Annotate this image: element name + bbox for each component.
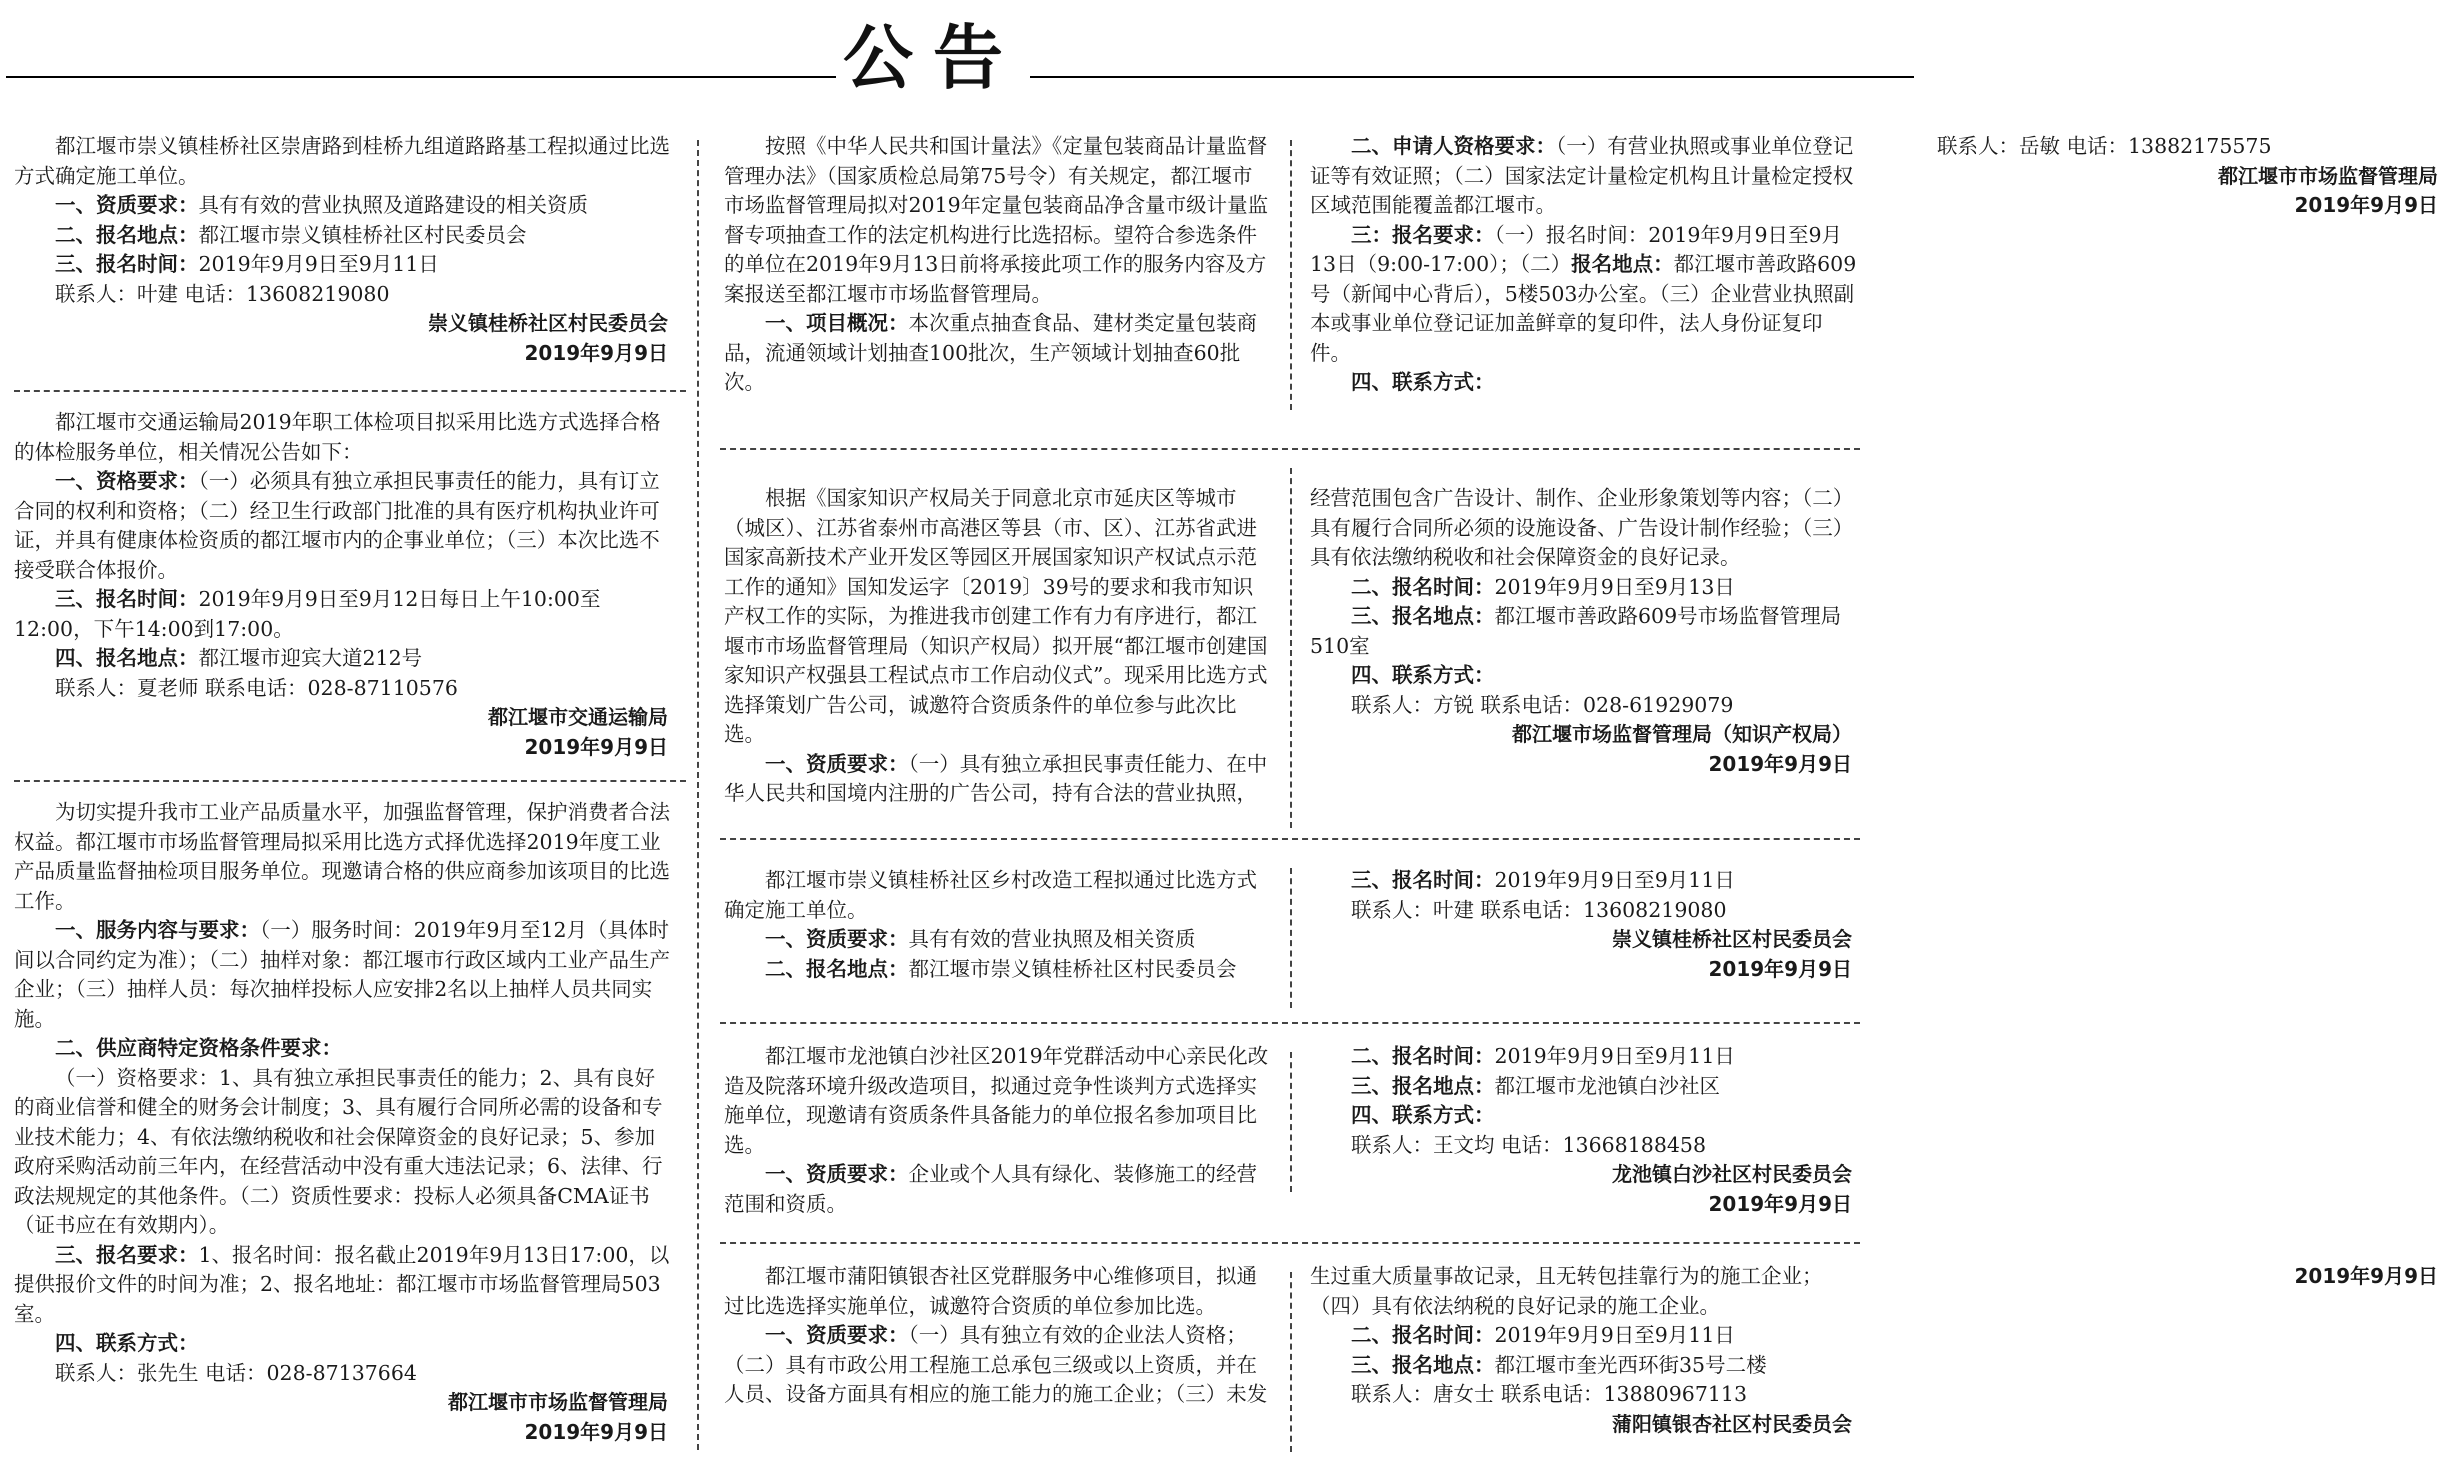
notice-org: 都江堰市市场监督管理局 [448,1390,668,1414]
notice-org: 都江堰市市场监督管理局 [2218,163,2438,188]
notice-item: 三、报名地点：都江堰市龙池镇白沙社区 [1351,1073,1720,1098]
notice-heading: 四、联系方式： [1351,663,1495,687]
notice-divider [720,1242,1860,1244]
notice-item: 一、服务内容与要求：（一）服务时间：2019年9月至12月（具体时间以合同约定为准）；（二）抽样对象：都江堰市行政区域内工业产品生产企业；（三）抽样人员：每次抽样投标人应安排2名以上抽样人员共同实施。 [14,918,670,1031]
notice-item: 一、资质要求：企业或个人具有绿化、装修施工的经营范围和资质。 [724,1162,1257,1216]
notice-item: 一、项目概况：本次重点抽查食品、建材类定量包装商品，流通领域计划抽查100批次，生产领域计划抽查60批次。 [724,311,1257,394]
notice-org: 崇义镇桂桥社区村民委员会 [1612,927,1852,951]
notice-body: 根据《国家知识产权局关于同意北京市延庆区等城市（城区）、江苏省泰州市高港区等县（市、区）、江苏省武进国家高新技术产业开发区等园区开展国家知识产权试点示范工作的通知》国知发运字〔2019〕39号的要求和我市知识产权工作的实际，为推进我市创建工作有力有序进行，都江堰市市场监督管理局（知识产权局）拟开展“都江堰市创建国家知识产权强县工程试点市工作启动仪式”。现采用比选方式选择策划广告公司，诚邀符合资质条件的单位参与此次比选。 [724,486,1268,746]
notice-contact: 联系人：王文均 电话：13668188458 [1351,1132,1706,1157]
notice-item: 二、报名地点：都江堰市崇义镇桂桥社区村民委员会 [55,222,527,247]
notice-item: 一、资质要求：（一）具有独立有效的企业法人资格；（二）具有市政公用工程施工总承包三级或以上资质，并在人员、设备方面具有相应的施工能力的施工企业；（三）未发生过重大质量事故记录，且无转包挂靠行为的施工企业；（四）具有依法纳税的良好记录的施工企业。 [724,1264,1823,1406]
notice-org: 蒲阳镇银杏社区村民委员会 [1612,1411,1852,1436]
notice-body: 为切实提升我市工业产品质量水平，加强监督管理，保护消费者合法权益。都江堰市市场监督管理局拟采用比选方式择优选择2019年度工业产品质量监督抽检项目服务单位。现邀请合格的供应商参加该项目的比选工作。 [14,800,670,913]
notice-date: 2019年9月9日 [524,734,668,759]
notice-divider [720,838,1860,840]
notice-body: 都江堰市崇义镇桂桥社区乡村改造工程拟通过比选方式确定施工单位。 [724,868,1257,922]
notice-item: 三、报名时间：2019年9月9日至9月12日每日上午10:00至12:00，下午14:00到17:00。 [14,587,601,641]
notice-org: 都江堰市场监督管理局（知识产权局） [1512,722,1852,746]
notice-heading: 四、联系方式： [1351,370,1495,394]
notice-contact: 联系人：叶建 电话：13608219080 [55,281,390,306]
notice-contact: 联系人：岳敏 电话：13882175575 [1937,134,2272,158]
notice-item: （一）资格要求：1、具有独立承担民事责任的能力；2、具有良好的商业信誉和健全的财务会计制度；3、具有履行合同所必需的设备和专业技术能力；4、有依法缴纳税收和社会保障资金的良好记录；5、参加政府采购活动前三年内，在经营活动中没有重大违法记录；6、法律、行政法规规定的其他条件。（二）资质性要求：投标人必须具备CMA证书（证书应在有效期内）。 [14,1065,663,1237]
notice-body: 都江堰市交通运输局2019年职工体检项目拟采用比选方式选择合格的体检服务单位，相关情况公告如下： [14,410,661,464]
notice-item: 一、资格要求：（一）必须具有独立承担民事责任的能力，具有订立合同的权利和资格；（二）经卫生行政部门批准的具有医疗机构执业许可证，并具有健康体检资质的都江堰市内的企事业单位；（三）本次比选不接受联合体报价。 [14,469,660,582]
header-rule-right [1030,76,1914,78]
notice-heading: 四、联系方式： [55,1331,199,1355]
notice-item: 一、资质要求：具有有效的营业执照及道路建设的相关资质 [55,193,588,217]
notice-divider [720,1022,1860,1024]
notice-contact: 联系人：叶建 联系电话：13608219080 [1351,897,1727,922]
notice-guiqiao-road [14,132,674,368]
notice-date: 2019年9月9日 [1708,956,1852,981]
notice-contact: 联系人：方锐 联系电话：028-61929079 [1351,692,1734,717]
notice-body: 都江堰市崇义镇桂桥社区崇唐路到桂桥九组道路路基工程拟通过比选方式确定施工单位。 [14,134,670,188]
notice-contact: 联系人：夏老师 联系电话：028-87110576 [55,675,458,700]
column-divider [697,140,699,1450]
notice-item: 四、报名地点：都江堰市迎宾大道212号 [55,646,423,670]
notice-divider [14,780,686,782]
notice-item: 二、申请人资格要求：（一）有营业执照或事业单位登记证等有效证照；（二）国家法定计量检定机构且计量检定授权区域范围能覆盖都江堰市。 [1310,134,1854,217]
notice-village-renovation [724,866,1858,996]
notice-heading: 二、供应商特定资格条件要求： [55,1036,342,1060]
notice-contact: 联系人：张先生 电话：028-87137664 [55,1360,417,1385]
notice-item: 三、报名要求：1、报名时间：报名截止2019年9月13日17:00，以提供报价文件的时间为准；2、报名地址：都江堰市市场监督管理局503室。 [14,1242,670,1326]
notice-transport-bureau [14,408,674,762]
notice-item: 三、报名时间：2019年9月9日至9月11日 [55,252,439,276]
notice-org: 龙池镇白沙社区村民委员会 [1612,1162,1852,1186]
notice-divider [14,390,686,392]
notice-item: 二、报名时间：2019年9月9日至9月13日 [1351,574,1735,599]
notice-ip-ceremony [724,484,1858,824]
notice-metrology-check [724,132,2438,422]
notice-org: 都江堰市交通运输局 [488,705,668,729]
notice-item: 一、资质要求：具有有效的营业执照及相关资质 [765,927,1196,951]
header-rule-left [6,76,836,78]
notice-date: 2019年9月9日 [1708,751,1852,776]
notice-date: 2019年9月9日 [2294,193,2438,217]
notice-item: 一、资质要求：（一）具有独立承担民事责任能力、在中华人民共和国境内注册的广告公司，持有合法的营业执照，经营范围包含广告设计、制作、企业形象策划等内容；（二）具有履行合同所必须的设施设备、广告设计制作经验；（三）具有依法缴纳税收和社会保障资金的良好记录。 [724,486,1854,805]
notice-baisha-community [724,1042,1858,1222]
notice-product-quality [14,798,674,1447]
notice-item: 二、报名时间：2019年9月9日至9月11日 [1351,1044,1735,1068]
notice-date: 2019年9月9日 [1708,1191,1852,1216]
notice-org: 崇义镇桂桥社区村民委员会 [428,311,668,335]
notice-date: 2019年9月9日 [524,1419,668,1444]
notice-item: 二、报名地点：都江堰市崇义镇桂桥社区村民委员会 [765,956,1237,981]
notice-body: 按照《中华人民共和国计量法》《定量包装商品计量监督管理办法》（国家质检总局第75号令）有关规定，都江堰市市场监督管理局拟对2019年定量包装商品净含量市级计量监督专项抽查工作的法定机构进行比选招标。望符合参选条件的单位在2019年9月13日前将承接此项工作的服务内容及方案报送至都江堰市市场监督管理局。 [724,134,1269,306]
page-title: 公告 [843,16,1023,99]
notice-item: 三、报名地点：都江堰市善政路609号市场监督管理局510室 [1310,604,1842,658]
notice-date: 2019年9月9日 [524,340,668,365]
notice-item: 二、报名时间：2019年9月9日至9月11日 [1351,1323,1735,1347]
notice-yinxing-community [724,1262,2438,1452]
notice-item: 三、报名时间：2019年9月9日至9月11日 [1351,868,1735,892]
notice-divider [720,448,1860,450]
notice-item: 三：报名要求：（一）报名时间：2019年9月9日至9月13日（9:00-17:00）；（二）报名地点：都江堰市善政路609号（新闻中心背后），5楼503办公室。（三）企业营业执照副本或事业单位登记证加盖鲜章的复印件，法人身份证复印件。 [1310,222,1857,365]
notice-body: 都江堰市龙池镇白沙社区2019年党群活动中心亲民化改造及院落环境升级改造项目，拟通过竞争性谈判方式选择实施单位，现邀请有资质条件具备能力的单位报名参加项目比选。 [724,1044,1269,1157]
notice-item: 三、报名地点：都江堰市奎光西环街35号二楼 [1351,1352,1767,1377]
notice-body: 都江堰市蒲阳镇银杏社区党群服务中心维修项目，拟通过比选选择实施单位，诚邀符合资质的单位参加比选。 [724,1264,1257,1318]
notice-contact: 联系人：唐女士 联系电话：13880967113 [1351,1382,1747,1406]
notice-date: 2019年9月9日 [2294,1264,2438,1288]
notice-heading: 四、联系方式： [1351,1103,1495,1127]
